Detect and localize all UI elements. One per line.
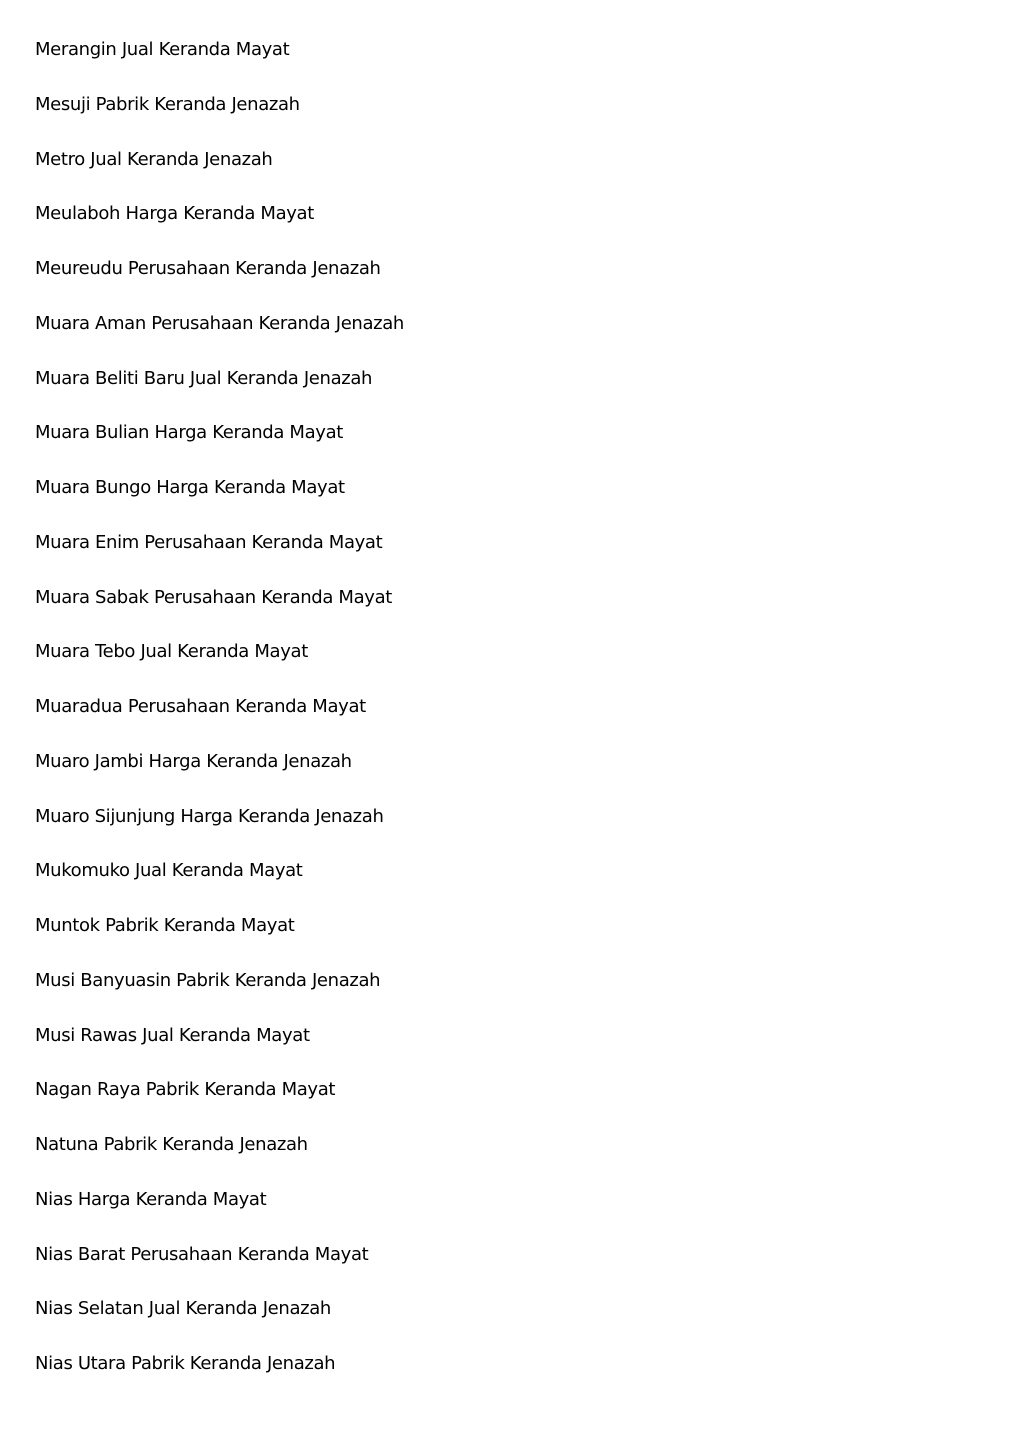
list-item: Muaro Jambi Harga Keranda Jenazah: [35, 750, 352, 772]
list-item: Metro Jual Keranda Jenazah: [35, 148, 273, 170]
list-item: Muaradua Perusahaan Keranda Mayat: [35, 696, 366, 717]
list-item: Mukomuko Jual Keranda Mayat: [35, 860, 303, 882]
list-item: Muara Tebo Jual Keranda Mayat: [35, 641, 308, 663]
list-item: Muntok Pabrik Keranda Mayat: [35, 915, 295, 936]
list-item: Muaro Sijunjung Harga Keranda Jenazah: [35, 805, 384, 827]
list-item: Merangin Jual Keranda Mayat: [35, 39, 290, 60]
list-item: Meureudu Perusahaan Keranda Jenazah: [35, 258, 381, 279]
list-item: Muara Enim Perusahaan Keranda Mayat: [35, 531, 383, 553]
list-item: Muara Bungo Harga Keranda Mayat: [35, 477, 345, 498]
list-item: Musi Banyuasin Pabrik Keranda Jenazah: [35, 969, 381, 991]
list-item: Muara Sabak Perusahaan Keranda Mayat: [35, 586, 392, 608]
list-item: Nagan Raya Pabrik Keranda Mayat: [35, 1079, 336, 1101]
list-item: Musi Rawas Jual Keranda Mayat: [35, 1024, 310, 1046]
list-item: Muara Beliti Baru Jual Keranda Jenazah: [35, 367, 373, 389]
list-item: Muara Aman Perusahaan Keranda Jenazah: [35, 312, 404, 334]
list-item: Nias Barat Perusahaan Keranda Mayat: [35, 1243, 369, 1265]
list-item: Nias Utara Pabrik Keranda Jenazah: [35, 1353, 336, 1374]
list-item: Nias Selatan Jual Keranda Jenazah: [35, 1298, 331, 1320]
list-item: Meulaboh Harga Keranda Mayat: [35, 203, 314, 225]
location-list: [35, 37, 404, 1406]
list-item: Mesuji Pabrik Keranda Jenazah: [35, 93, 300, 115]
list-item: Muara Bulian Harga Keranda Mayat: [35, 422, 343, 444]
list-item: Natuna Pabrik Keranda Jenazah: [35, 1134, 308, 1155]
list-item: Nias Harga Keranda Mayat: [35, 1188, 267, 1210]
